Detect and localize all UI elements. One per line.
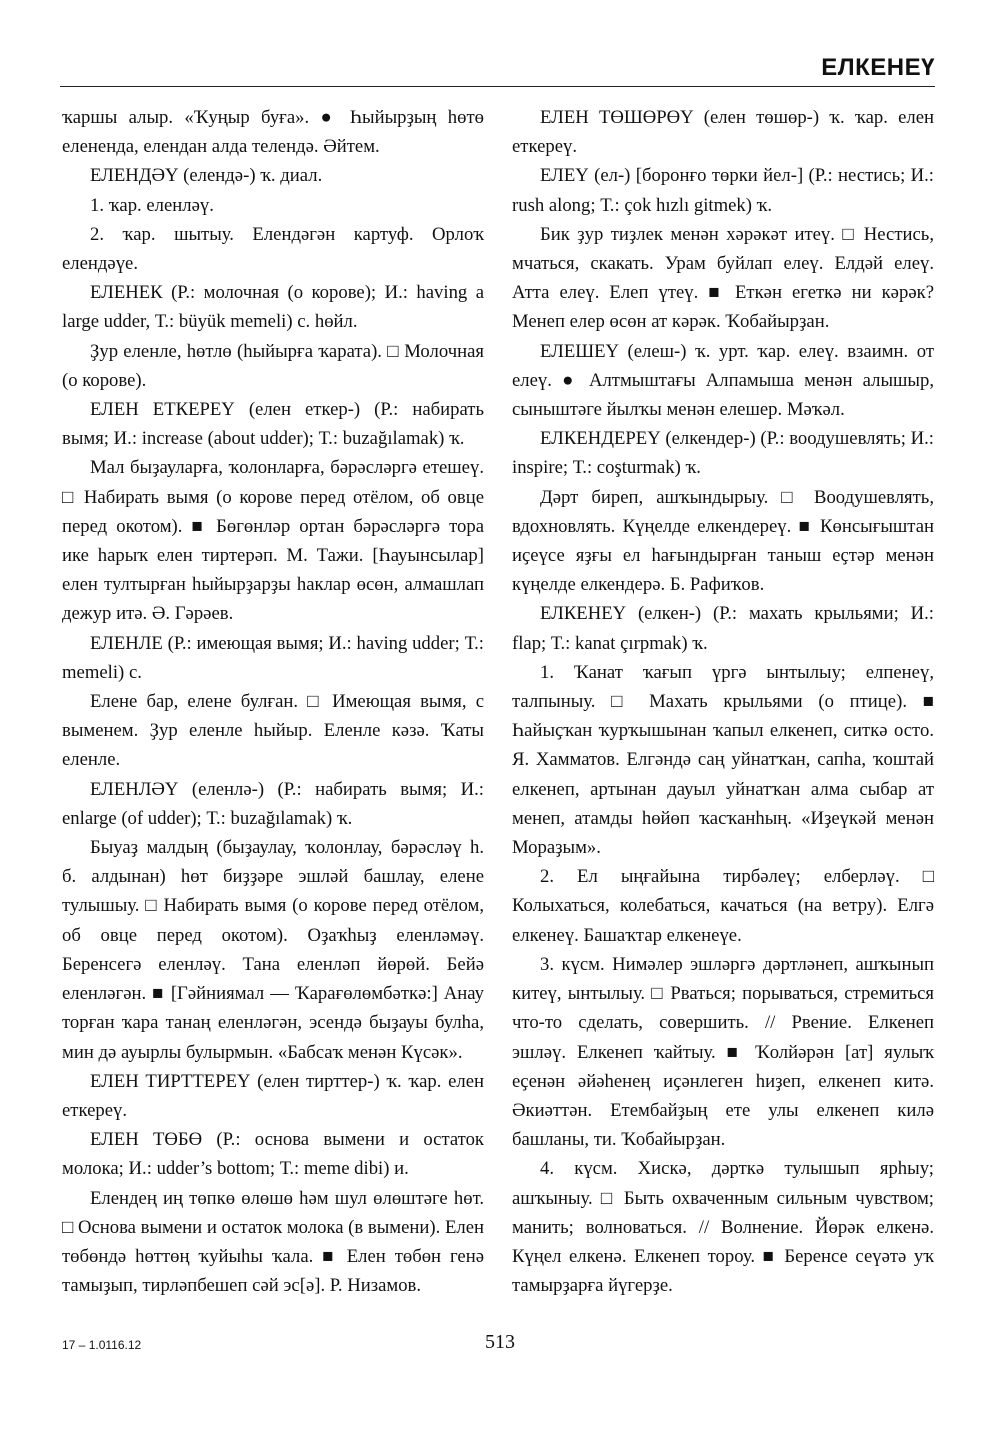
entry-text: ЕЛКЕНДЕРЕҮ (елкендер-) (Р.: воодушевлять; И.: inspire; Т.: coşturmak) ҡ.: [512, 428, 934, 479]
entry-text: Быуаҙ малдың (быҙаулау, ҡолонлау, бәрәсләү һ. б. алдынан) һөт биҙҙәре эшләй башлау, елене тулышыу. □ Набирать вымя (о корове перед отёлом, об овце перед окотом). Оҙаҡһыҙ еленләмәү. Беренсегә еленләү. Тана еленләп йөрөй. Бейә еленләгән. ■ [Гәйниямал — Ҡарағөлөмбәткә:] Анау торған ҡара танаң еленләгән, эсендә быҙауы булһа, мин дә ауырлы булырмын. «Бабсаҡ менән Күсәк».: [62, 837, 484, 1063]
entry-text: ЕЛЕҮ (ел-) [боронғо төрки йел-] (Р.: нестись; И.: rush along; Т.: çok hızlı gitmek) ҡ.: [512, 165, 934, 216]
entry-text: 2. Ел ыңғайына тирбәлеү; елберләү. □ Колыхаться, колебаться, качаться (на ветру). Елгә елкенеү. Башаҡтар елкенеүе.: [512, 866, 934, 946]
entry-text: 2. ҡар. шытыу. Елендәгән картуф. Орлоҡ елендәүе.: [62, 223, 484, 275]
entry-text: 1. ҡар. еленләү.: [90, 194, 214, 216]
entry-text: Мал быҙауларға, ҡолонларға, бәрәсләргә етешеү. □ Набирать вымя (о корове перед отёлом, об овце перед окотом). ■ Бөгөнләр ортан бәрәсләргә тора ике һарыҡ елен тиртерәп. М. Тажи. [Һауынсылар] елен тултырған һыйырҙарҙы һаклар өсөн, алмашлап дежур итә. Ә. Гәрәев.: [62, 457, 484, 625]
left-column: [62, 103, 484, 1300]
entry-text: ҡаршы алыр. «Ҡуңыр буға». ● Һыйырҙың һөтө елененда, елендан алда телендә. Әйтем.: [62, 107, 484, 158]
entry-text: Дәрт биреп, ашҡындырыу. □ Воодушевлять, вдохновлять. Күңелде елкендереү. ■ Көнсығыштан иҫеүсе яҙғы ел һағындырған таныш еҫтәр менән күңелде елкендерә. Б. Рафиҡов.: [512, 486, 934, 596]
running-head: ЕЛКЕНЕҮ: [821, 54, 935, 81]
entry-text: ЕЛЕНЛЕ (Р.: имеющая вымя; И.: having udder; Т.: memeli) с.: [62, 632, 484, 683]
entry-text: Елендең иң төпкө өлөшө һәм шул өлөштәге һөт. □ Основа вымени и остаток молока (в вымени). Елен төбөндә һөттөң ҡуйыһы ҡала. ■ Елен төбөн генә тамыҙып, тирләпбешеп сәй эс[ә]. Р. Низамов.: [62, 1187, 484, 1297]
entry-text: 1. Ҡанат ҡағып үргә ынтылыу; елпенеү, талпыныу. □ Махать крыльями (о птице). ■ Һайыҫҡан ҡурҡышынан ҡапыл елкенеп, ситкә осто. Я. Хамматов. Елгәндә саң уйнатҡан, сапһа, ҡоштай елкенеп, артынан дауыл уйнатҡан алма сыбар ат менеп, атамды һөйөп ҡасҡанһың. «Иҙеүкәй менән Мораҙым».: [512, 661, 934, 859]
right-column: [512, 103, 934, 1300]
entry-text: ЕЛЕН ТӨБӨ (Р.: основа вымени и остаток молока; И.: udder’s bottom; Т.: meme dibi) и.: [62, 1129, 484, 1180]
entry-text: ЕЛЕШЕҮ (елеш-) ҡ. урт. ҡар. елеү. взаимн. от елеү. ● Алтмыштағы Алпамыша менән алышыр, сыныштәге йылҡы менән елешер. Мәҡәл.: [512, 340, 934, 421]
entry-text: Елене бар, елене булған. □ Имеющая вымя, с выменем. Ҙур еленле һыйыр. Еленле кәзә. Ҡаты еленле.: [62, 691, 484, 771]
entry-text: Бик ҙур тиҙлек менән хәрәкәт итеү. □ Нестись, мчаться, скакать. Урам буйлап елеү. Елдәй елеү. Атта елеү. Елеп үтеү. ■ Еткән егеткә ни кәрәк? Менеп елер өсөн ат кәрәк. Ҡобайырҙан.: [512, 223, 934, 333]
entry-text: ЕЛЕНДӘҮ (елендә-) ҡ. диал.: [90, 165, 323, 187]
entry-text: ЕЛЕН ТӨШӨРӨҮ (елен төшөр-) ҡ. ҡар. елен еткереү.: [512, 107, 934, 158]
entry-text: ЕЛЕНЕК (Р.: молочная (о корове); И.: having a large udder, Т.: büyük memeli) с. һөйл.: [62, 282, 484, 333]
running-head-bar: [60, 52, 935, 87]
print-code: 17 – 1.0116.12: [62, 1338, 142, 1352]
entry-text: ЕЛЕН ТИРТТЕРЕҮ (елен тирттер-) ҡ. ҡар. елен еткереү.: [62, 1070, 484, 1121]
entry-text: ЕЛКЕНЕҮ (елкен-) (Р.: махать крыльями; И.: flap; Т.: kanat çırpmak) ҡ.: [512, 603, 934, 654]
entry-text: Ҙур еленле, һөтлө (һыйырға ҡарата). □ Молочная (о корове).: [62, 340, 484, 391]
entry-text: 3. күсм. Нимәлер эшләргә дәртләнеп, ашҡынып китеү, ынтылыу. □ Рваться; порываться, стремиться что-то сделать, совершить. // Рвение. Елкенеп эшләү. Елкенеп ҡайтыу. ■ Ҡолйәрән [ат] яулыҡ еҫенән әйәһенең иҫәнлеген һиҙеп, елкенеп китә. Әкиәттән. Етембайҙың ете улы елкенеп килә башланы, ти. Ҡобайырҙан.: [512, 953, 934, 1151]
entry-text: 4. күсм. Хискә, дәрткә тулышып ярһыу; ашҡыныу. □ Быть охваченным сильным чувством; манить; волноваться. // Волнение. Йөрәк елкенә. Күңел елкенә. Елкенеп тороу. ■ Беренсе сеүәтә уҡ тамырҙарға йүгерҙе.: [512, 1158, 934, 1297]
page-number: 513: [485, 1331, 515, 1353]
entry-text: ЕЛЕНЛӘҮ (еленлә-) (Р.: набирать вымя; И.: enlarge (of udder); Т.: buzağılamak) ҡ.: [62, 778, 484, 829]
entry-text: ЕЛЕН ЕТКЕРЕҮ (елен еткер-) (Р.: набирать вымя; И.: increase (about udder); Т.: buzağılamak) ҡ.: [62, 399, 484, 450]
